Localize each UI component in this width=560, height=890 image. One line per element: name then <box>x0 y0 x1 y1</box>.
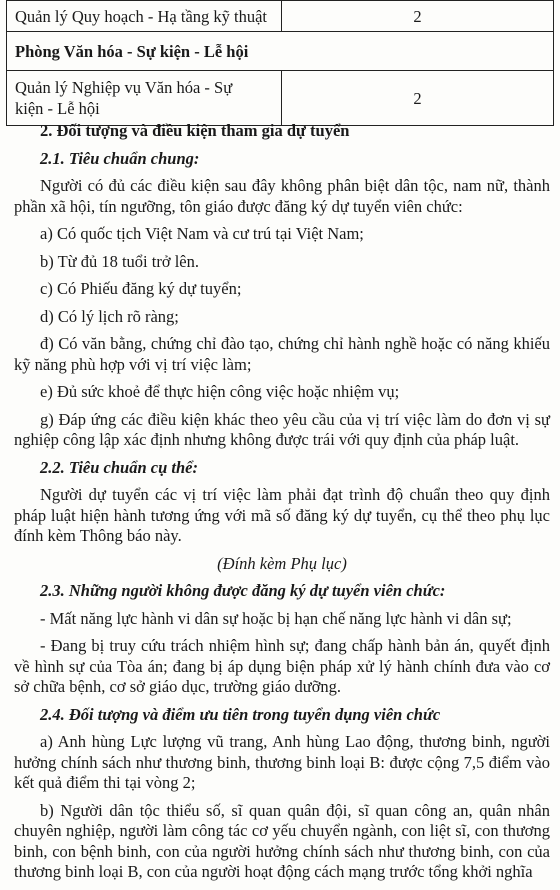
paragraph-2-2: Người dự tuyển các vị trí việc làm phải đạt trình độ chuẩn theo quy định pháp luật hiện hành tương ứng với mã số đăng ký dự tuyển, cụ thể theo phụ lục đính kèm Thông báo này. <box>14 485 550 545</box>
position-count: 2 <box>282 71 554 126</box>
table-section-row <box>7 32 554 71</box>
document-body <box>14 121 550 890</box>
position-name: Quản lý Quy hoạch - Hạ tầng kỹ thuật <box>7 1 282 32</box>
position-name: Quản lý Nghiệp vụ Văn hóa - Sự kiện - Lễ hội <box>7 71 282 126</box>
subsection-heading-2-1: 2.1. Tiêu chuẩn chung: <box>40 148 200 168</box>
subsection-heading-2-3: 2.3. Những người không được đăng ký dự tuyển viên chức: <box>40 581 446 600</box>
section-heading-2: 2. Đối tượng và điều kiện tham gia dự tuyển <box>40 121 350 140</box>
paragraph-2-4-b: b) Người dân tộc thiểu số, sĩ quan quân đội, sĩ quan công an, quân nhân chuyên nghiệp, người làm công tác cơ yếu chuyển ngành, con liệt sĩ, con thương binh, con bệnh binh, con của người hưởng chính sách như thương binh, con của thương binh loại B, con của người hoạt động cách mạng trước tổng khởi nghĩa <box>14 800 550 881</box>
list-item-g: g) Đáp ứng các điều kiện khác theo yêu cầu của vị trí việc làm do đơn vị sự nghiệp công lập xác định nhưng không được trái với quy định của pháp luật. <box>14 409 550 449</box>
list-item-dd: đ) Có văn bằng, chứng chỉ đào tạo, chứng chỉ hành nghề hoặc có năng khiếu kỹ năng phù hợp với vị trí việc làm; <box>14 334 550 374</box>
attachment-note: (Đính kèm Phụ lục) <box>217 553 347 573</box>
paragraph-2-3-a: - Mất năng lực hành vi dân sự hoặc bị hạn chế năng lực hành vi dân sự; <box>40 608 512 628</box>
subsection-heading-2-2: 2.2. Tiêu chuẩn cụ thể: <box>40 457 198 477</box>
paragraph-2-3-b: - Đang bị truy cứu trách nhiệm hình sự; đang chấp hành bản án, quyết định về hình sự của Tòa án; đang bị áp dụng biện pháp xử lý hành chính đưa vào cơ sở chữa bệnh, cơ sở giáo dục, trường giáo dưỡng. <box>14 636 550 696</box>
table-row <box>7 1 554 32</box>
list-item-b: b) Từ đủ 18 tuổi trở lên. <box>40 251 199 271</box>
list-item-d: d) Có lý lịch rõ ràng; <box>40 306 179 326</box>
paragraph-2-4-a: a) Anh hùng Lực lượng vũ trang, Anh hùng Lao động, thương binh, người hưởng chính sách như thương binh, thương binh loại B: được cộng 7,5 điểm vào kết quả điểm thi tại vòng 2; <box>14 732 550 792</box>
department-header: Phòng Văn hóa - Sự kiện - Lễ hội <box>7 32 554 71</box>
paragraph-intro: Người có đủ các điều kiện sau đây không phân biệt dân tộc, nam nữ, thành phần xã hội, tín ngưỡng, tôn giáo được đăng ký dự tuyển viên chức: <box>14 176 550 216</box>
list-item-c: c) Có Phiếu đăng ký dự tuyển; <box>40 279 242 298</box>
list-item-e: e) Đủ sức khoẻ để thực hiện công việc hoặc nhiệm vụ; <box>40 382 400 401</box>
list-item-a: a) Có quốc tịch Việt Nam và cư trú tại Việt Nam; <box>40 224 364 243</box>
table-row <box>7 71 554 126</box>
position-table <box>6 0 554 126</box>
position-count: 2 <box>282 1 554 32</box>
subsection-heading-2-4: 2.4. Đối tượng và điểm ưu tiên trong tuyển dụng viên chức <box>40 704 441 724</box>
